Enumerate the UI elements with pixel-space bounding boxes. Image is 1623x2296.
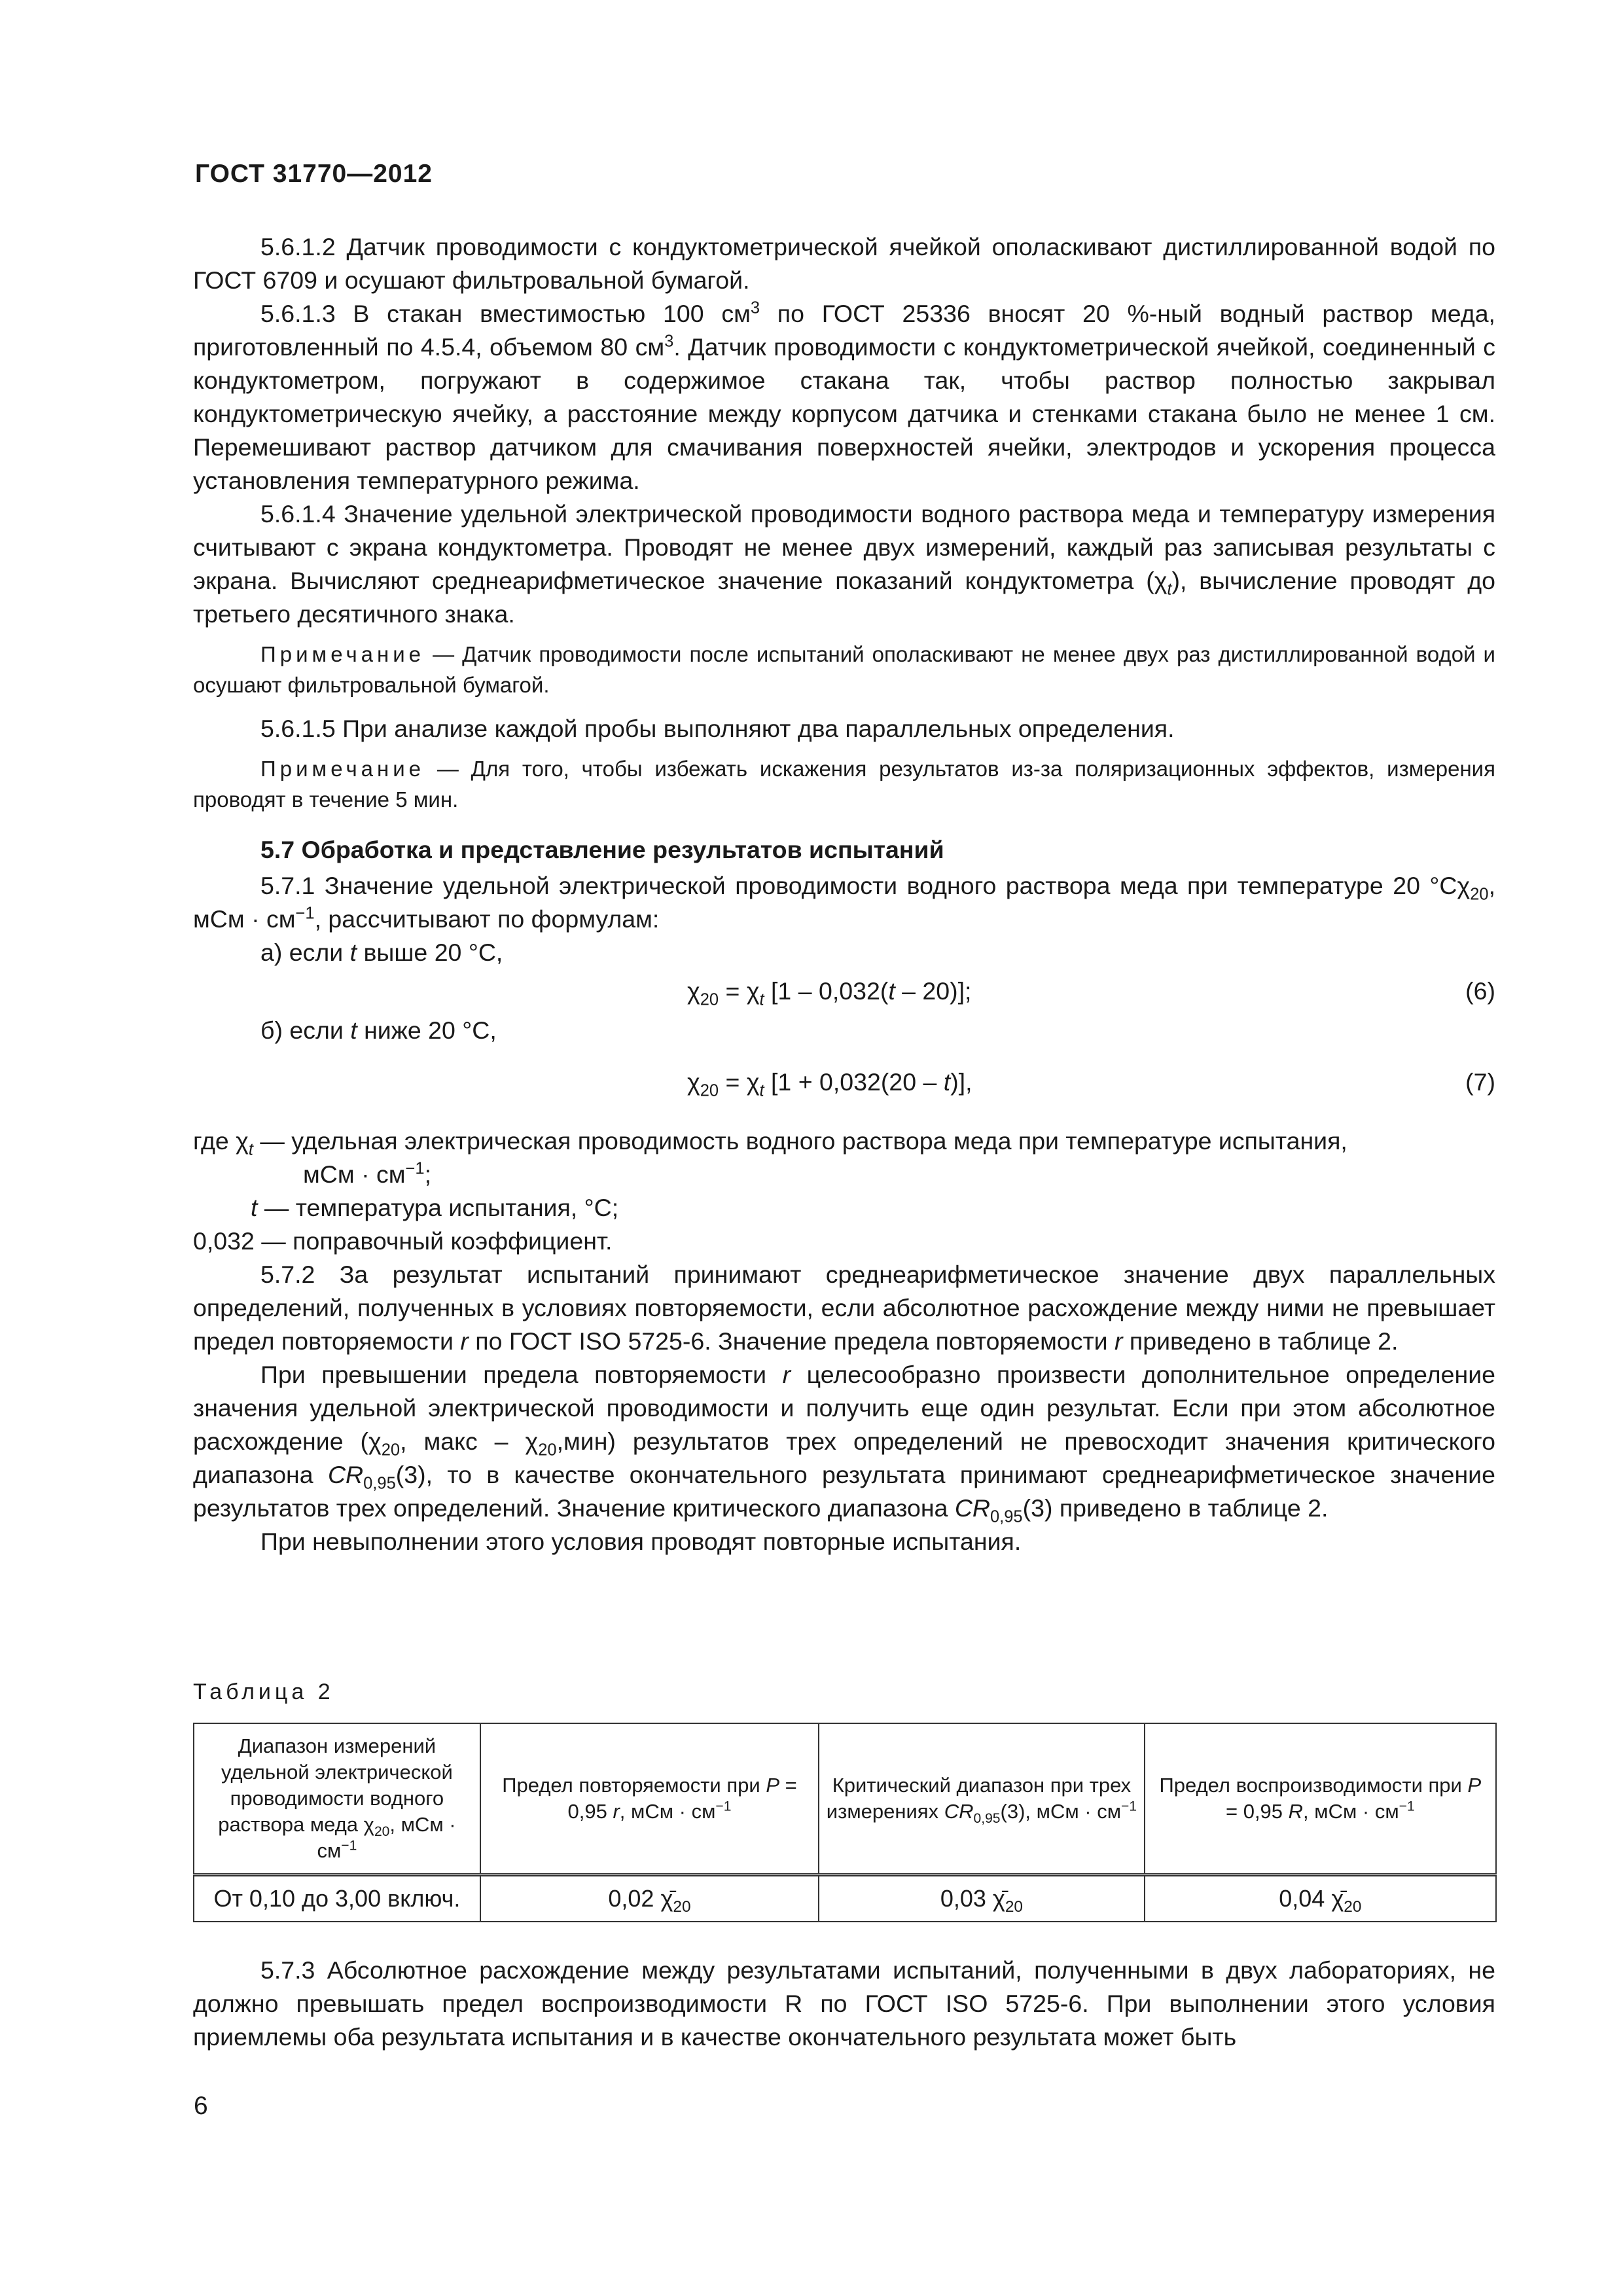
table-row (194, 1875, 1496, 1922)
paragraph-5-6-1-2: 5.6.1.2 Датчик проводимости с кондуктометрической ячейкой ополаскивают дистиллированной водой по ГОСТ 6709 и осушают фильтровальной бумагой. (193, 233, 1495, 294)
table-header-range: Диапазон измерений удельной электрической проводимости водного раствора меда $\chi_{20}$, мСм · $см^{-1}$ (194, 1723, 480, 1875)
formula-6: $\chi_{20} = \chi_t$ [1 – 0,032(t – 20)]; (6) (193, 975, 1495, 1014)
paragraph-5-6-1-3: 5.6.1.3 В стакан вместимостью 100 $см^3$ по ГОСТ 25336 вносят 20 %-ный водный раствор меда, приготовленный по 4.5.4, объемом 80 $см^3$. Датчик проводимости с кондуктометрической ячейкой, соединенный с кондуктометром, погружают в содержимое стакана так, чтобы раствор полностью закрывал кондуктометрическую ячейку, а расстояние между корпусом датчика и стенками стакана было не менее 1 см. Перемешивают раствор датчиком для смачивания поверхностей ячейки, электродов и ускорения процесса установления температурного режима. (193, 298, 1495, 494)
item-b: б) если t ниже 20 °С, (260, 1016, 497, 1044)
paragraph-5-7-2: 5.7.2 За результат испытаний принимают среднеарифметическое значение двух параллельных определений, полученных в условиях повторяемости, если абсолютное расхождение между ними не превышает предел повторяемости r по ГОСТ ISO 5725-6. Значение предела повторяемости r приведено в таблице 2. (193, 1261, 1495, 1355)
paragraph-5-7-3: 5.7.3 Абсолютное расхождение между результатами испытаний, полученными в двух лабораториях, не должно превышать предел воспроизводимости R по ГОСТ ISO 5725-6. При выполнении этого условия приемлемы оба результата испытания и в качестве окончательного результата может быть (193, 1956, 1495, 2051)
formula-6-number: (6) (1465, 977, 1495, 1005)
table-cell-reproducibility: 0,04 $\chī_{20}$ (1145, 1875, 1496, 1922)
definition-chi-t-unit: мСм · $см^{-1}$; (303, 1159, 432, 1188)
table-header-row (194, 1723, 1496, 1875)
page-number: 6 (194, 2092, 208, 2120)
definition-t: t — температура испытания, °С; (251, 1194, 619, 1221)
paragraph-5-6-1-5: 5.6.1.5 При анализе каждой пробы выполняют два параллельных определения. (260, 715, 1175, 742)
table-cell-range: От 0,10 до 3,00 включ. (194, 1875, 480, 1922)
paragraph-5-6-1-4: 5.6.1.4 Значение удельной электрической проводимости водного раствора меда и температуру измерения считывают с экрана кондуктометра. Проводят не менее двух измерений, каждый раз записывая результаты с экрана. Вычисляют среднеарифметическое значение показаний кондуктометра $(\chi_t)$, вычисление проводят до третьего десятичного знака. (193, 500, 1496, 628)
paragraph-exceed: При превышении предела повторяемости r целесообразно произвести дополнительное определение значения удельной электрической проводимости и получить еще один результат. Если при этом абсолютное расхождение ($\chi_{20}$, макс – $\chi_{20},мин$) результатов трех определений не превосходит значения критического диапазона $CR_{0,95}(3)$, то в качестве окончательного результата принимают среднеарифметическое значение результатов трех определений. Значение критического диапазона $CR_{0,95}(3)$ приведено в таблице 2. (193, 1361, 1496, 1526)
definition-coefficient: 0,032 — поправочный коэффициент. (193, 1227, 613, 1255)
table-2 (193, 1723, 1497, 1922)
table-cell-repeatability: 0,02 $\chī_{20}$ (480, 1875, 819, 1922)
item-a: а) если t выше 20 °С, (260, 939, 503, 966)
table-header-repeatability: Предел повторяемости при P = 0,95 r, мСм · $см^{-1}$ (480, 1723, 819, 1875)
definition-chi-t: где $\chi_t$ — удельная электрическая проводимость водного раствора меда при температуре испытания, (193, 1127, 1347, 1159)
document-header: ГОСТ 31770—2012 (195, 160, 433, 188)
paragraph-5-7-1: 5.7.1 Значение удельной электрической проводимости водного раствора меда при температуре 20 $^\circ С\chi_{20}$, мСм · $см^{-1}$, рассчитывают по формулам: (193, 872, 1495, 933)
formula-7-number: (7) (1465, 1068, 1495, 1096)
paragraph-fail: При невыполнении этого условия проводят повторные испытания. (260, 1528, 1022, 1555)
table-header-critical-range: Критический диапазон при трех измерениях $CR_{0,95}(3)$, мСм · $см^{-1}$ (819, 1723, 1145, 1875)
section-5-7-heading: 5.7 Обработка и представление результатов испытаний (260, 836, 944, 863)
table-caption: Таблица 2 (193, 1679, 334, 1704)
main-text-block (193, 230, 1495, 1558)
note-1: Примечание — Датчик проводимости после испытаний ополаскивают не менее двух раз дистиллированной водой и осушают фильтровальной бумагой. (193, 642, 1495, 697)
definitions-list (193, 1124, 1495, 1258)
table-cell-critical-range: 0,03 $\chī_{20}$ (819, 1875, 1145, 1922)
table-header-reproducibility: Предел воспроизводимости при P = 0,95 R, мСм · $см^{-1}$ (1145, 1723, 1496, 1875)
formula-7: $\chi_{20} = \chi_t$ [1 + 0,032(20 – t)], (7) (193, 1066, 1495, 1105)
note-2: Примечание — Для того, чтобы избежать искажения результатов из-за поляризационных эффектов, измерения проводят в течение 5 мин. (193, 757, 1495, 812)
